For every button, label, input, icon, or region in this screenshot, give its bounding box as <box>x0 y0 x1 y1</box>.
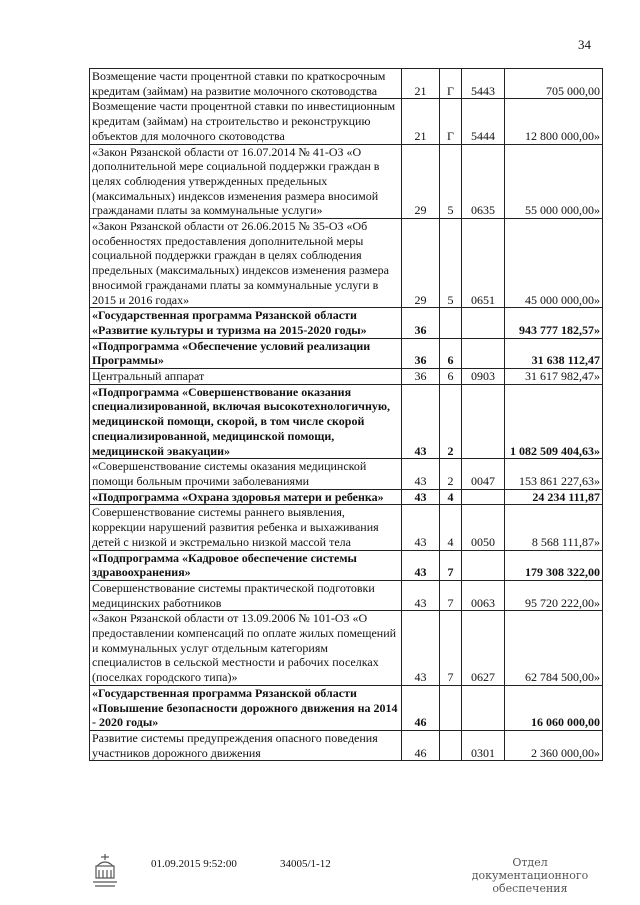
row-name-cell: «Подпрограмма «Обеспечение условий реализации Программы» <box>90 338 402 368</box>
row-code-b-cell: 5 <box>440 219 462 308</box>
row-code-c-cell: 0627 <box>462 611 505 686</box>
row-name-cell: «Закон Рязанской области от 26.06.2015 № 35-ОЗ «Об особенностях предоставления дополнительной меры социальной поддержки граждан в целях соблюдения предельных (максимальных) индексов изменения размера вносимой гражданами платы за коммунальные услуги в 2015 и 2016 годах» <box>90 219 402 308</box>
footer-department-line2: обеспечения <box>492 882 568 895</box>
row-code-a-cell: 43 <box>402 611 440 686</box>
row-name-cell: Совершенствование системы практической подготовки медицинских работников <box>90 580 402 610</box>
row-code-c-cell: 0050 <box>462 505 505 550</box>
row-code-b-cell: 6 <box>440 369 462 385</box>
page-number: 34 <box>578 37 591 52</box>
row-name-cell: «Подпрограмма «Совершенствование оказания специализированной, включая высокотехнологичную, медицинской помощи, скорой, в том числе скорой специализированной, медицинской помощи, медицинской эвакуации» <box>90 384 402 459</box>
row-code-b-cell: 4 <box>440 489 462 505</box>
row-code-a-cell: 29 <box>402 219 440 308</box>
row-amount-cell: 62 784 500,00» <box>505 611 603 686</box>
row-code-a-cell: 36 <box>402 369 440 385</box>
row-code-b-cell: Г <box>440 99 462 144</box>
row-name-cell: «Закон Рязанской области от 16.07.2014 № 41-ОЗ «О дополнительной мере социальной поддержки граждан в целях соблюдения утвержденных предельных (максимальных) индексов изменения размера вносимой гражданами платы за коммунальные услуги» <box>90 144 402 219</box>
row-code-c-cell <box>462 384 505 459</box>
table-row <box>90 369 603 385</box>
row-name-cell: Центральный аппарат <box>90 369 402 385</box>
row-code-b-cell: 7 <box>440 550 462 580</box>
row-name-cell: «Закон Рязанской области от 13.09.2006 № 101-ОЗ «О предоставлении компенсаций по оплате жилых помещений и коммунальных услуг отдельным категориям специалистов в сельской местности и рабочих поселках (поселках городского типа)» <box>90 611 402 686</box>
row-code-a-cell: 29 <box>402 144 440 219</box>
row-code-a-cell: 43 <box>402 459 440 489</box>
row-amount-cell: 31 617 982,47» <box>505 369 603 385</box>
row-amount-cell: 8 568 111,87» <box>505 505 603 550</box>
table-row <box>90 308 603 338</box>
table-row <box>90 99 603 144</box>
row-name-cell: Развитие системы предупреждения опасного поведения участников дорожного движения <box>90 730 402 760</box>
row-code-c-cell: 0651 <box>462 219 505 308</box>
row-code-a-cell: 36 <box>402 338 440 368</box>
row-code-c-cell <box>462 685 505 730</box>
row-code-b-cell: 4 <box>440 505 462 550</box>
row-name-cell: Возмещение части процентной ставки по краткосрочным кредитам (займам) на развитие молочного скотоводства <box>90 69 402 99</box>
row-code-c-cell: 0063 <box>462 580 505 610</box>
row-amount-cell: 31 638 112,47 <box>505 338 603 368</box>
row-amount-cell: 943 777 182,57» <box>505 308 603 338</box>
row-code-c-cell: 0047 <box>462 459 505 489</box>
row-code-b-cell: 6 <box>440 338 462 368</box>
row-code-c-cell <box>462 489 505 505</box>
row-name-cell: Совершенствование системы раннего выявления, коррекции нарушений развития ребенка и выхаживания детей с низкой и экстремально низкой массой тела <box>90 505 402 550</box>
row-name-cell: «Государственная программа Рязанской области «Развитие культуры и туризма на 2015-2020 годы» <box>90 308 402 338</box>
table-row <box>90 580 603 610</box>
budget-table-body <box>90 69 603 761</box>
row-code-a-cell: 36 <box>402 308 440 338</box>
row-code-b-cell: Г <box>440 69 462 99</box>
row-code-c-cell <box>462 550 505 580</box>
footer-department <box>455 856 605 895</box>
row-amount-cell: 95 720 222,00» <box>505 580 603 610</box>
row-code-a-cell: 43 <box>402 550 440 580</box>
row-amount-cell: 705 000,00 <box>505 69 603 99</box>
table-row <box>90 459 603 489</box>
row-amount-cell: 24 234 111,87 <box>505 489 603 505</box>
row-code-a-cell: 43 <box>402 489 440 505</box>
row-name-cell: «Государственная программа Рязанской области «Повышение безопасности дорожного движения на 2014 - 2020 годы» <box>90 685 402 730</box>
footer-doc-code: 34005/1-12 <box>280 858 331 870</box>
row-amount-cell: 12 800 000,00» <box>505 99 603 144</box>
row-code-a-cell: 21 <box>402 69 440 99</box>
row-code-c-cell: 0635 <box>462 144 505 219</box>
row-code-c-cell: 5444 <box>462 99 505 144</box>
row-amount-cell: 16 060 000,00 <box>505 685 603 730</box>
row-code-a-cell: 43 <box>402 384 440 459</box>
row-name-cell: «Совершенствование системы оказания медицинской помощи больным прочими заболеваниями <box>90 459 402 489</box>
row-code-a-cell: 43 <box>402 580 440 610</box>
row-code-c-cell: 5443 <box>462 69 505 99</box>
row-amount-cell: 179 308 322,00 <box>505 550 603 580</box>
row-code-b-cell: 2 <box>440 459 462 489</box>
row-amount-cell: 55 000 000,00» <box>505 144 603 219</box>
row-code-b-cell <box>440 730 462 760</box>
row-code-b-cell: 5 <box>440 144 462 219</box>
row-name-cell: Возмещение части процентной ставки по инвестиционным кредитам (займам) на строительство и реконструкцию объектов для молочного скотоводства <box>90 99 402 144</box>
emblem-icon <box>89 850 121 890</box>
budget-table <box>89 68 603 761</box>
row-name-cell: «Подпрограмма «Кадровое обеспечение системы здравоохранения» <box>90 550 402 580</box>
row-code-a-cell: 46 <box>402 685 440 730</box>
row-code-a-cell: 21 <box>402 99 440 144</box>
row-code-b-cell <box>440 308 462 338</box>
footer-timestamp: 01.09.2015 9:52:00 <box>151 858 237 870</box>
row-name-cell: «Подпрограмма «Охрана здоровья матери и ребенка» <box>90 489 402 505</box>
row-amount-cell: 153 861 227,63» <box>505 459 603 489</box>
table-row <box>90 505 603 550</box>
table-row <box>90 338 603 368</box>
row-code-a-cell: 43 <box>402 505 440 550</box>
row-code-c-cell <box>462 308 505 338</box>
table-row <box>90 489 603 505</box>
row-code-b-cell: 7 <box>440 580 462 610</box>
row-code-b-cell <box>440 685 462 730</box>
table-row <box>90 611 603 686</box>
table-row <box>90 550 603 580</box>
table-row <box>90 69 603 99</box>
table-row <box>90 384 603 459</box>
row-code-b-cell: 7 <box>440 611 462 686</box>
footer-department-line1: Отдел документационного <box>471 856 589 882</box>
table-row <box>90 219 603 308</box>
row-code-c-cell <box>462 338 505 368</box>
table-row <box>90 144 603 219</box>
row-amount-cell: 2 360 000,00» <box>505 730 603 760</box>
row-code-c-cell: 0301 <box>462 730 505 760</box>
row-code-c-cell: 0903 <box>462 369 505 385</box>
row-amount-cell: 45 000 000,00» <box>505 219 603 308</box>
table-row <box>90 685 603 730</box>
row-code-b-cell: 2 <box>440 384 462 459</box>
row-amount-cell: 1 082 509 404,63» <box>505 384 603 459</box>
row-code-a-cell: 46 <box>402 730 440 760</box>
table-row <box>90 730 603 760</box>
